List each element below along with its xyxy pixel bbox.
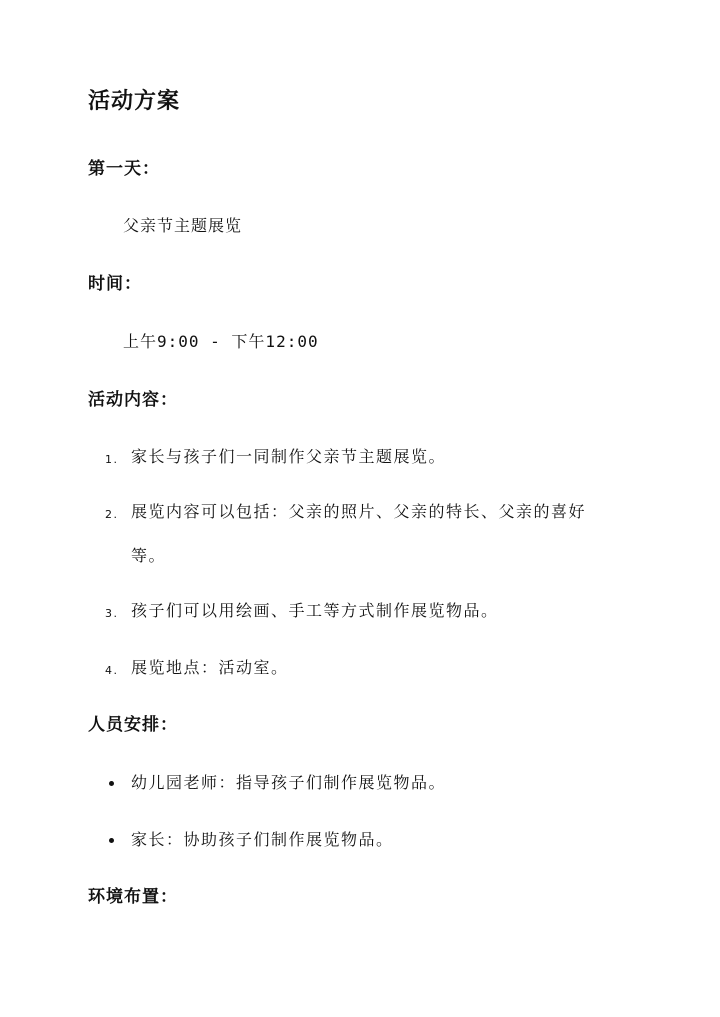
- list-item: [105, 500, 645, 568]
- list-item: [105, 599, 645, 623]
- list-item: [105, 771, 446, 795]
- bullet-icon: [109, 838, 114, 843]
- list-item: [105, 445, 645, 469]
- bullet-icon: [109, 781, 114, 786]
- content-heading: 活动内容：: [88, 390, 178, 410]
- list-item-text: 幼儿园老师：指导孩子们制作展览物品。: [131, 773, 447, 792]
- list-number: 4.: [105, 664, 119, 677]
- day-heading: 第一天：: [88, 159, 160, 179]
- time-value: 上午9:00 - 下午12:00: [123, 332, 319, 351]
- list-item-text: 家长：协助孩子们制作展览物品。: [131, 830, 394, 849]
- time-heading: 时间：: [88, 274, 142, 294]
- document-title: 活动方案: [88, 88, 181, 114]
- day-value: 父亲节主题展览: [123, 216, 243, 235]
- list-item: [105, 656, 645, 680]
- list-item-text: 孩子们可以用绘画、手工等方式制作展览物品。: [131, 601, 499, 620]
- list-number: 1.: [105, 453, 119, 466]
- staff-heading: 人员安排：: [88, 715, 178, 735]
- list-item-text: 家长与孩子们一同制作父亲节主题展览。: [131, 447, 447, 466]
- environment-heading: 环境布置：: [88, 887, 178, 907]
- list-item-text-continued: 等。: [131, 546, 167, 565]
- list-item-text: 展览内容可以包括：父亲的照片、父亲的特长、父亲的喜好: [131, 502, 587, 521]
- list-item-text: 展览地点：活动室。: [131, 658, 289, 677]
- list-item: [105, 828, 394, 852]
- list-number: 3.: [105, 607, 119, 620]
- list-number: 2.: [105, 508, 119, 521]
